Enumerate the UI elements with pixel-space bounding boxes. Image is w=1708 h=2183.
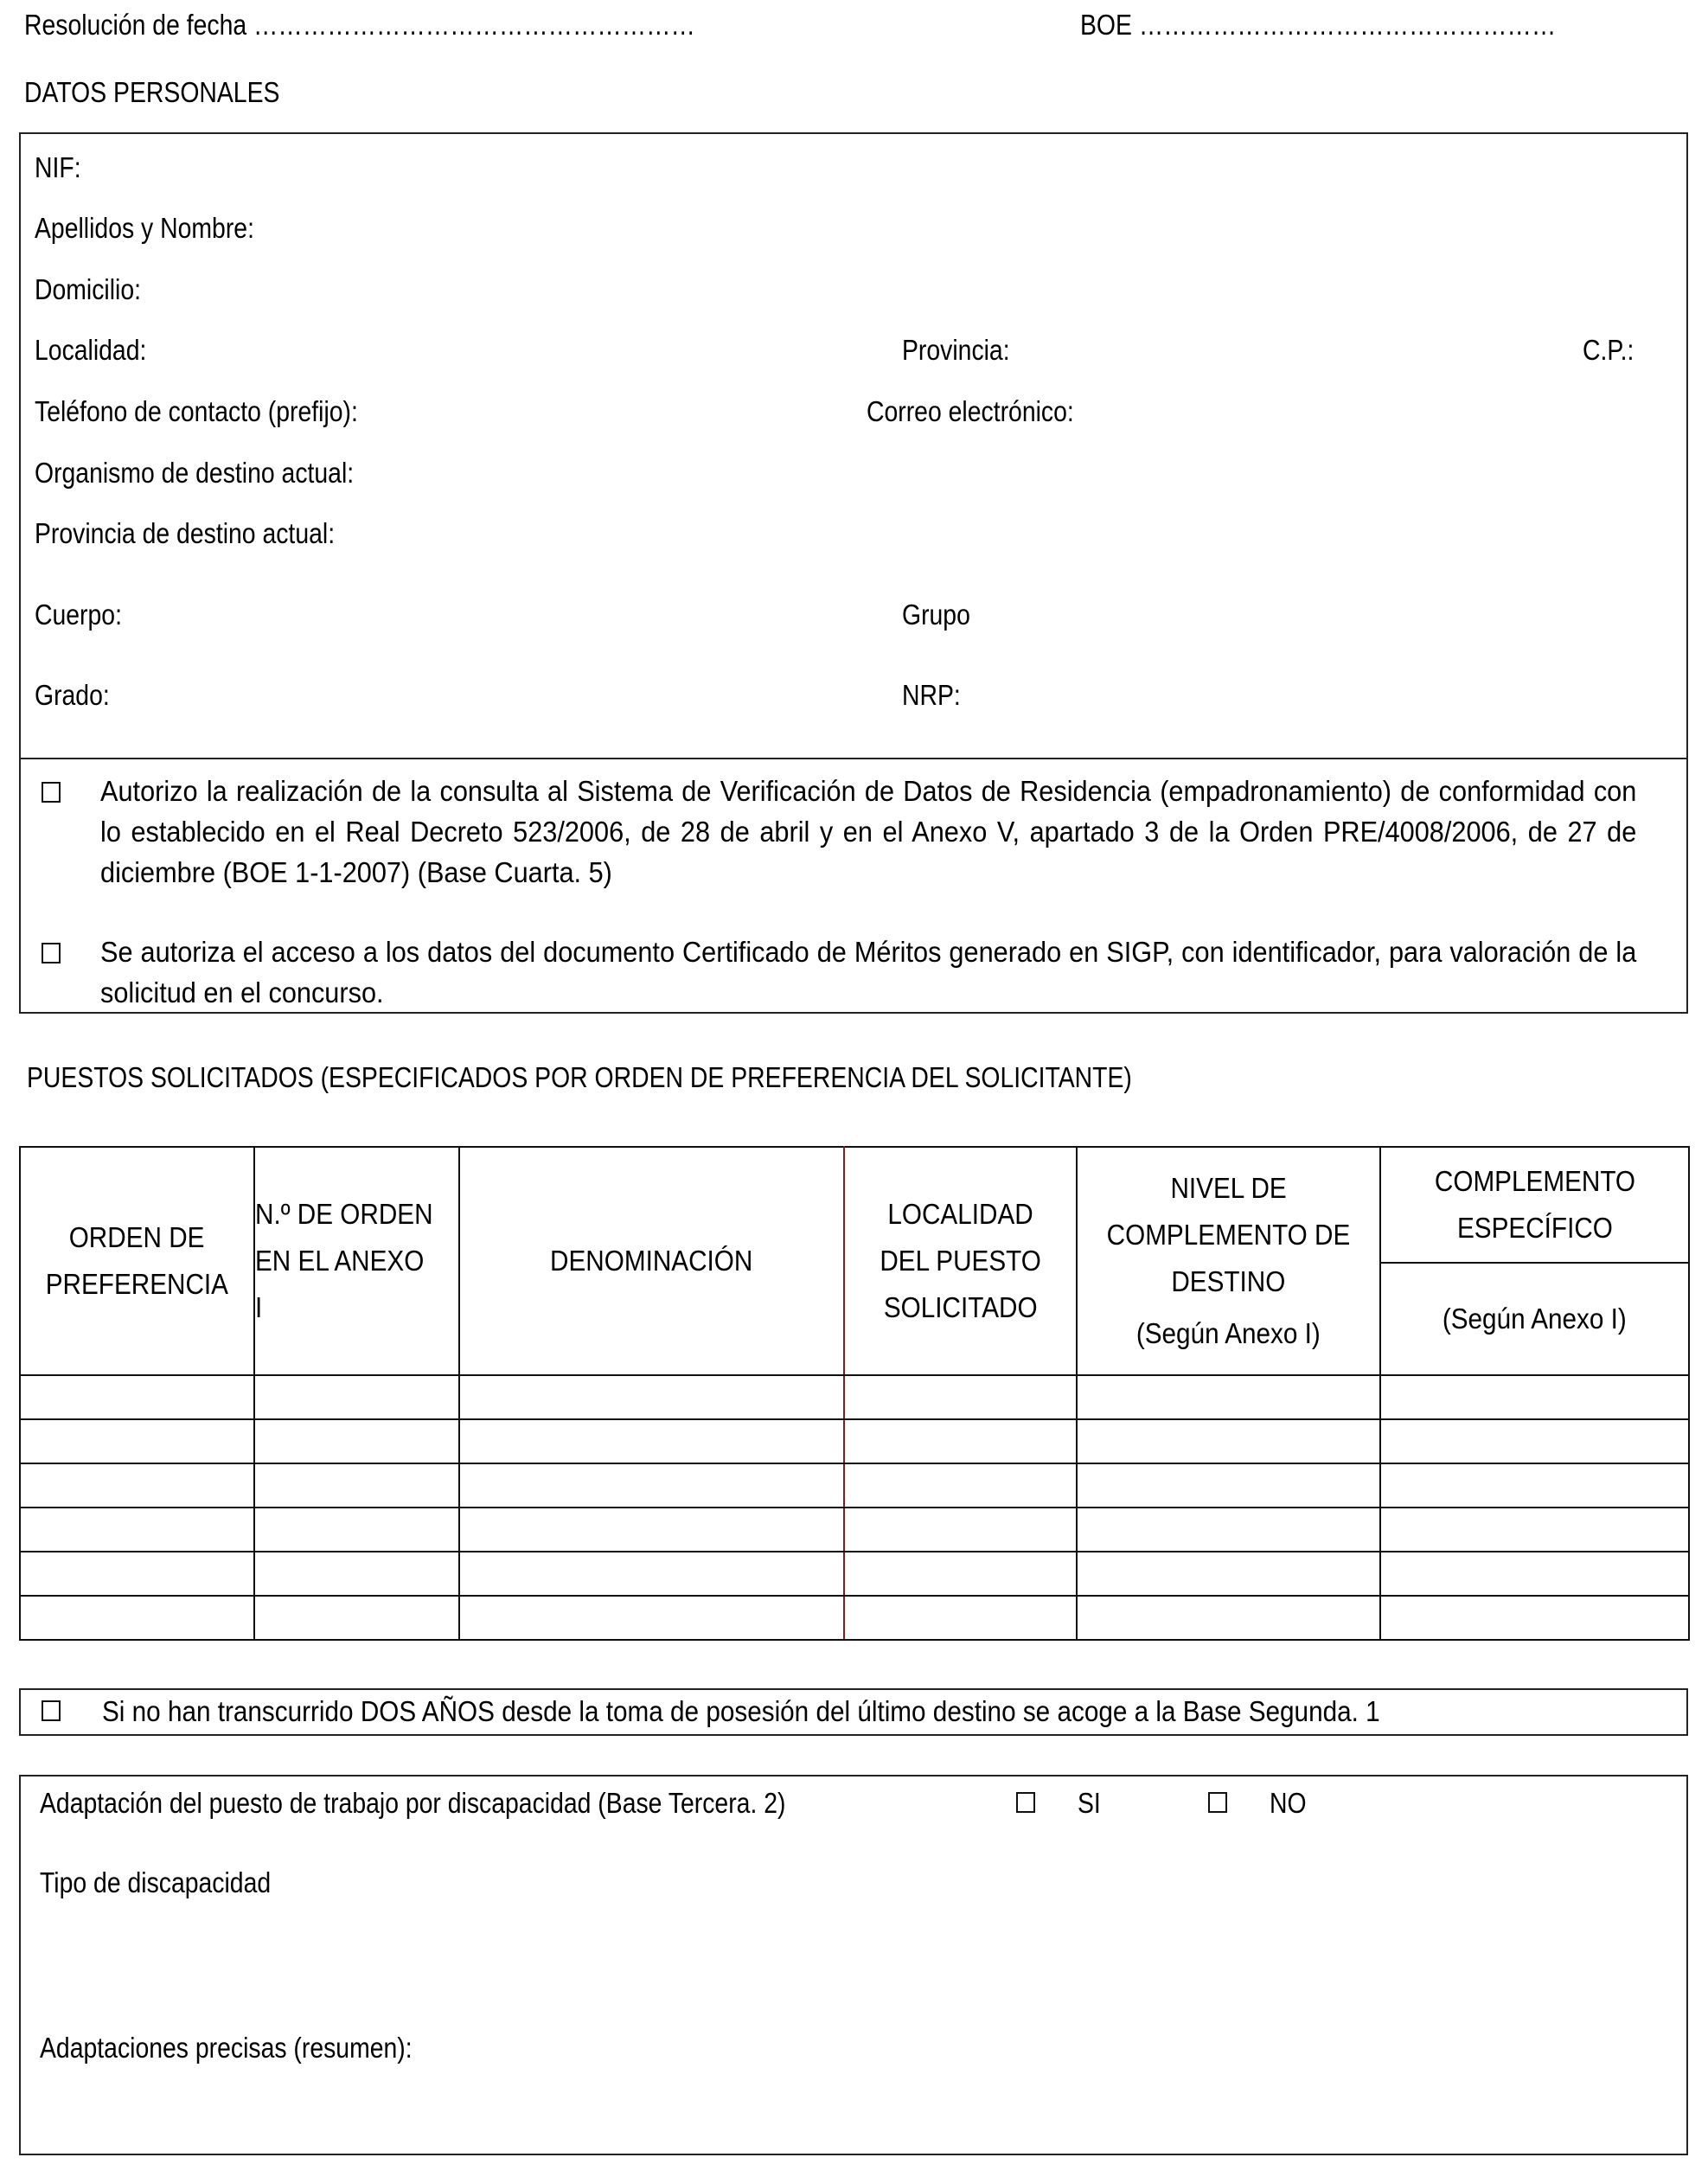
field-domicilio[interactable]: Domicilio: <box>35 273 142 305</box>
cell-denominacion[interactable] <box>459 1463 844 1508</box>
boe-label: BOE …………………………………………… <box>1080 9 1557 41</box>
cell-complemento[interactable] <box>1380 1596 1689 1640</box>
cell-orden[interactable] <box>20 1552 254 1596</box>
field-provincia[interactable]: Provincia: <box>902 334 1010 366</box>
dos-anos-text: Si no han transcurrido DOS AÑOS desde la toma de posesión del último destino se acoge a la Base Segunda. 1 <box>102 1695 1380 1727</box>
cell-nivel[interactable] <box>1077 1552 1380 1596</box>
autorizo-residencia-text: Autorizo la realización de la consulta al Sistema de Verificación de Datos de Residencia (empadronamiento) de conformidad con lo establecido en el Real Decreto 523/2006, de 28 de abril y en el Anexo V, apartado 3 de la Orden PRE/4008/2006, de 27 de diciembre (BOE 1-1-2007) (Base Cuarta. 5) <box>100 775 1637 888</box>
checkbox-autorizo-residencia[interactable] <box>42 782 61 803</box>
puestos-solicitados-title: PUESTOS SOLICITADOS (ESPECIFICADOS POR ORDEN DE PREFERENCIA DEL SOLICITANTE) <box>27 1061 1132 1093</box>
cell-n-orden[interactable] <box>254 1596 459 1640</box>
field-provincia-destino[interactable]: Provincia de destino actual: <box>35 517 336 549</box>
cell-denominacion[interactable] <box>459 1596 844 1640</box>
cell-nivel[interactable] <box>1077 1375 1380 1419</box>
field-cp[interactable]: C.P.: <box>1583 334 1634 366</box>
cell-nivel[interactable] <box>1077 1596 1380 1640</box>
cell-n-orden[interactable] <box>254 1552 459 1596</box>
discapacidad-box <box>19 1775 1688 2155</box>
col-orden-preferencia: ORDEN DE PREFERENCIA <box>20 1147 254 1375</box>
cell-n-orden[interactable] <box>254 1419 459 1463</box>
cell-complemento[interactable] <box>1380 1463 1689 1508</box>
cell-orden[interactable] <box>20 1463 254 1508</box>
cell-localidad[interactable] <box>844 1596 1077 1640</box>
cell-complemento[interactable] <box>1380 1508 1689 1552</box>
col-complemento-especifico: COMPLEMENTO ESPECÍFICO <box>1380 1147 1689 1263</box>
cell-nivel[interactable] <box>1077 1508 1380 1552</box>
tipo-discapacidad-label[interactable]: Tipo de discapacidad <box>40 1866 272 1898</box>
adaptaciones-precisas-label[interactable]: Adaptaciones precisas (resumen): <box>40 2032 413 2064</box>
field-nrp[interactable]: NRP: <box>902 679 961 711</box>
cell-denominacion[interactable] <box>459 1419 844 1463</box>
cell-localidad[interactable] <box>844 1375 1077 1419</box>
datos-personales-box <box>19 132 1688 759</box>
field-organismo-destino[interactable]: Organismo de destino actual: <box>35 457 355 489</box>
field-localidad[interactable]: Localidad: <box>35 334 147 366</box>
field-correo[interactable]: Correo electrónico: <box>867 395 1074 427</box>
table-header-row <box>20 1147 1689 1263</box>
cell-orden[interactable] <box>20 1508 254 1552</box>
cell-complemento[interactable] <box>1380 1419 1689 1463</box>
cell-denominacion[interactable] <box>459 1508 844 1552</box>
field-cuerpo[interactable]: Cuerpo: <box>35 599 122 631</box>
table-row <box>20 1419 1689 1463</box>
col-n-orden-anexo: N.º DE ORDEN EN EL ANEXO I <box>254 1147 459 1375</box>
cell-localidad[interactable] <box>844 1552 1077 1596</box>
col-complemento-especifico-segun: (Según Anexo I) <box>1380 1263 1689 1375</box>
cell-denominacion[interactable] <box>459 1375 844 1419</box>
cell-denominacion[interactable] <box>459 1552 844 1596</box>
puestos-table <box>19 1146 1690 1641</box>
si-label: SI <box>1078 1787 1101 1819</box>
autoriza-certificado-text: Se autoriza el acceso a los datos del documento Certificado de Méritos generado en SIGP, con identificador, para valoración de la solicitud en el concurso. <box>100 936 1637 1008</box>
cell-orden[interactable] <box>20 1375 254 1419</box>
cell-orden[interactable] <box>20 1419 254 1463</box>
dos-anos-box <box>19 1688 1688 1736</box>
cell-n-orden[interactable] <box>254 1463 459 1508</box>
cell-nivel[interactable] <box>1077 1419 1380 1463</box>
table-row <box>20 1463 1689 1508</box>
cell-localidad[interactable] <box>844 1463 1077 1508</box>
datos-personales-title: DATOS PERSONALES <box>24 76 280 108</box>
autorizaciones-box <box>19 758 1688 1014</box>
table-row <box>20 1375 1689 1419</box>
table-row <box>20 1596 1689 1640</box>
cell-localidad[interactable] <box>844 1508 1077 1552</box>
checkbox-autoriza-certificado[interactable] <box>42 943 61 963</box>
cell-complemento[interactable] <box>1380 1375 1689 1419</box>
col-localidad: LOCALIDAD DEL PUESTO SOLICITADO <box>844 1147 1077 1375</box>
no-label: NO <box>1270 1787 1307 1819</box>
cell-complemento[interactable] <box>1380 1552 1689 1596</box>
field-nif[interactable]: NIF: <box>35 151 81 183</box>
cell-localidad[interactable] <box>844 1419 1077 1463</box>
checkbox-no[interactable] <box>1208 1792 1227 1813</box>
table-row <box>20 1508 1689 1552</box>
checkbox-dos-anos[interactable] <box>42 1700 61 1721</box>
table-row <box>20 1552 1689 1596</box>
cell-n-orden[interactable] <box>254 1375 459 1419</box>
col-denominacion: DENOMINACIÓN <box>459 1147 844 1375</box>
cell-orden[interactable] <box>20 1596 254 1640</box>
field-telefono[interactable]: Teléfono de contacto (prefijo): <box>35 395 358 427</box>
cell-n-orden[interactable] <box>254 1508 459 1552</box>
field-grado[interactable]: Grado: <box>35 679 110 711</box>
field-apellidos-nombre[interactable]: Apellidos y Nombre: <box>35 212 254 244</box>
col-nivel-complemento-destino: NIVEL DE COMPLEMENTO DE DESTINO (Según Anexo I) <box>1077 1147 1380 1375</box>
cell-nivel[interactable] <box>1077 1463 1380 1508</box>
checkbox-si[interactable] <box>1016 1792 1035 1813</box>
adaptacion-puesto-label: Adaptación del puesto de trabajo por discapacidad (Base Tercera. 2) <box>40 1787 786 1819</box>
resolucion-fecha-label: Resolución de fecha ……………………………………………… <box>24 9 695 41</box>
field-grupo[interactable]: Grupo <box>902 599 970 631</box>
